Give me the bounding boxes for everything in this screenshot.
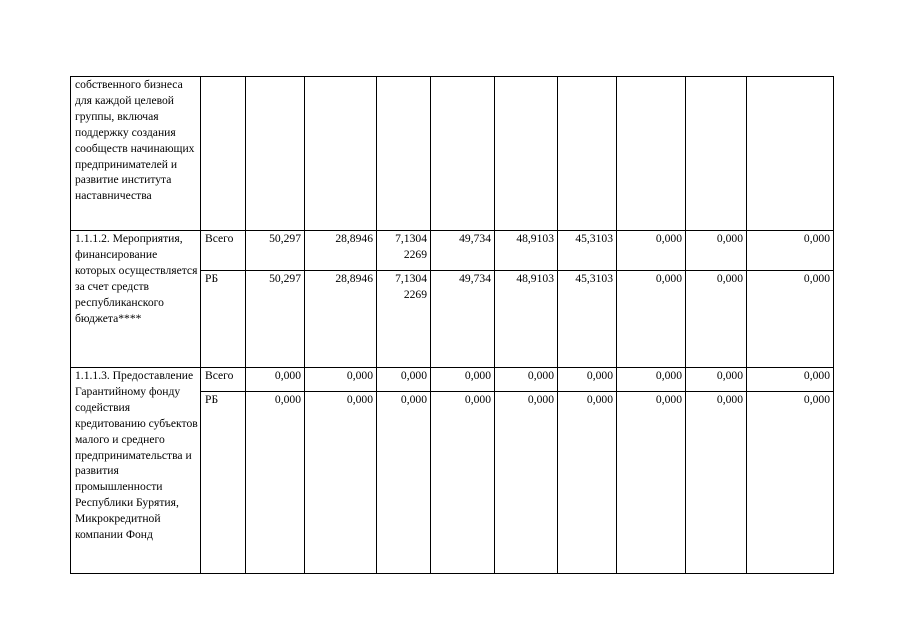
value-cell: 0,000: [747, 392, 834, 574]
value-cell: [305, 77, 377, 231]
value-cell: [686, 77, 747, 231]
value-cell: 0,000: [747, 368, 834, 392]
value-cell: 49,734: [431, 231, 495, 271]
value-cell: [747, 77, 834, 231]
value-cell: 0,000: [246, 392, 305, 574]
value-cell: 7,1304 2269: [377, 231, 431, 271]
value-cell: [495, 77, 558, 231]
value-cell: 0,000: [747, 271, 834, 368]
measure-name-cell: [71, 77, 201, 231]
value-cell: [558, 77, 617, 231]
value-cell: 48,9103: [495, 271, 558, 368]
value-cell: 0,000: [617, 271, 686, 368]
funding-source-cell: Всего: [201, 231, 246, 271]
value-cell: 0,000: [495, 392, 558, 574]
funding-source-cell: РБ: [201, 392, 246, 574]
funding-source-cell: [201, 77, 246, 231]
value-cell: 0,000: [686, 392, 747, 574]
budget-table: [70, 76, 834, 574]
value-cell: [617, 77, 686, 231]
value-cell: 7,1304 2269: [377, 271, 431, 368]
value-cell: 50,297: [246, 231, 305, 271]
measure-name-cell: [71, 368, 201, 574]
table-row: [71, 77, 834, 231]
value-cell: 0,000: [686, 271, 747, 368]
value-cell: 0,000: [747, 231, 834, 271]
value-cell: 0,000: [617, 231, 686, 271]
value-cell: 48,9103: [495, 231, 558, 271]
value-cell: [377, 77, 431, 231]
value-cell: 28,8946: [305, 231, 377, 271]
value-cell: 0,000: [686, 368, 747, 392]
value-cell: 0,000: [377, 368, 431, 392]
value-cell: 0,000: [495, 368, 558, 392]
value-cell: 50,297: [246, 271, 305, 368]
measure-name: собственного бизнеса для каждой целевой группы, включая поддержку создания сообществ начинающих предпринимателей и развитие института наставничества: [75, 78, 195, 203]
value-cell: 0,000: [617, 368, 686, 392]
value-cell: 28,8946: [305, 271, 377, 368]
funding-source-cell: Всего: [201, 368, 246, 392]
value-cell: 0,000: [246, 368, 305, 392]
value-cell: 0,000: [377, 392, 431, 574]
measure-name: 1.1.1.3. Предоставление Гарантийному фонду содействия кредитованию субъектов малого и среднего предпринимательства и развития промышленности Республики Бурятия, Микрокредитной компании Фонд: [75, 369, 198, 542]
value-cell: 49,734: [431, 271, 495, 368]
value-cell: 0,000: [686, 231, 747, 271]
budget-table-page: [70, 76, 834, 574]
value-cell: 0,000: [305, 392, 377, 574]
value-cell: 45,3103: [558, 271, 617, 368]
value-cell: 0,000: [558, 368, 617, 392]
value-cell: 0,000: [558, 392, 617, 574]
table-row: [71, 231, 834, 271]
value-cell: 0,000: [431, 392, 495, 574]
value-cell: [431, 77, 495, 231]
value-cell: 0,000: [305, 368, 377, 392]
value-cell: 0,000: [617, 392, 686, 574]
value-cell: 0,000: [431, 368, 495, 392]
table-row: [71, 368, 834, 392]
measure-name: 1.1.1.2. Мероприятия, финансирование которых осуществляется за счет средств республиканского бюджета****: [75, 232, 198, 325]
measure-name-cell: [71, 231, 201, 368]
value-cell: [246, 77, 305, 231]
funding-source-cell: РБ: [201, 271, 246, 368]
value-cell: 45,3103: [558, 231, 617, 271]
